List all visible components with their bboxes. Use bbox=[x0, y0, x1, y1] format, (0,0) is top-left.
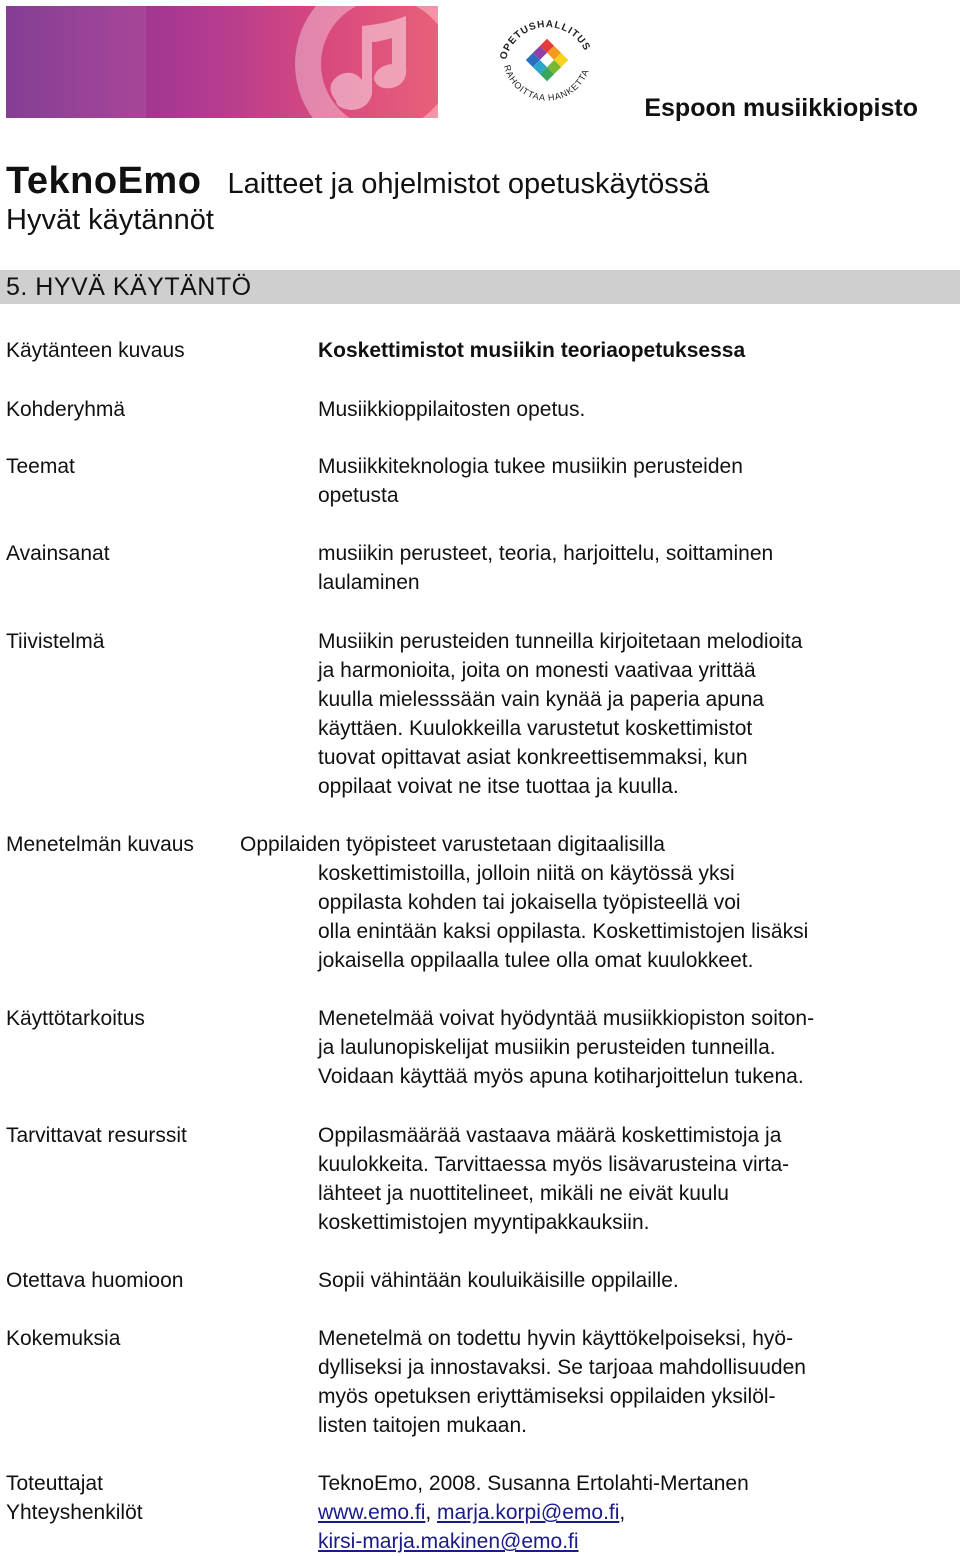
text-line: TeknoEmo, 2008. Susanna Ertolahti-Mertanen bbox=[318, 1472, 749, 1495]
link-emo-website[interactable]: www.emo.fi bbox=[318, 1501, 426, 1524]
header-banner-image bbox=[6, 6, 438, 118]
field-label: Otettava huomioon bbox=[6, 1269, 184, 1292]
separator: , bbox=[619, 1501, 626, 1524]
field-value: Koskettimistot musiikin teoriaopetuksessa bbox=[318, 339, 746, 362]
text-line: lähteet ja nuottitelineet, mikäli ne eivät kuulu bbox=[318, 1182, 729, 1205]
text-line: jokaisella oppilaalla tulee olla omat kuulokkeet. bbox=[318, 949, 754, 972]
section-header bbox=[0, 270, 960, 304]
link-email-kirsi-marja[interactable]: kirsi-marja.makinen@emo.fi bbox=[318, 1530, 579, 1553]
text-line: tuovat opittavat asiat konkreettisemmaksi, kun bbox=[318, 746, 748, 769]
field-label: Kohderyhmä bbox=[6, 398, 126, 421]
field-value-first-line: Oppilaiden työpisteet varustetaan digitaalisilla bbox=[240, 833, 665, 856]
field-label: Teemat bbox=[6, 455, 75, 478]
label-toteuttajat: Toteuttajat bbox=[6, 1472, 103, 1495]
text-line: laulaminen bbox=[318, 571, 420, 594]
text-line: oppilaat voivat ne itse tuottaa ja kuulla. bbox=[318, 775, 679, 798]
field-label: Käytänteen kuvaus bbox=[6, 339, 185, 362]
label-yhteyshenkilot: Yhteyshenkilöt bbox=[6, 1501, 143, 1524]
contact-links-line bbox=[318, 1498, 918, 1527]
badge-top-text: OPETUSHALLITUS bbox=[498, 18, 593, 61]
title-main: TeknoEmo bbox=[6, 160, 202, 202]
text-line: myös opetuksen eriyttämiseksi oppilaiden yksilöl- bbox=[318, 1385, 776, 1408]
text-line: koskettimistoilla, jolloin niitä on käytössä yksi bbox=[318, 862, 735, 885]
field-value bbox=[318, 1004, 918, 1091]
field-label: Tarvittavat resurssit bbox=[6, 1124, 187, 1147]
text-line: koskettimistojen myyntipakkauksiin. bbox=[318, 1211, 650, 1234]
text-line: opetusta bbox=[318, 484, 399, 507]
field-label: Menetelmän kuvaus bbox=[6, 833, 194, 856]
text-line: dylliseksi ja innostavaksi. Se tarjoaa mahdollisuuden bbox=[318, 1356, 806, 1379]
text-line: kuulla mielesssään vain kynää ja paperia apuna bbox=[318, 688, 764, 711]
text-line: listen taitojen mukaan. bbox=[318, 1414, 527, 1437]
field-label: Tiivistelmä bbox=[6, 630, 105, 653]
field-value bbox=[318, 859, 918, 975]
section-title: 5. HYVÄ KÄYTÄNTÖ bbox=[6, 273, 252, 301]
opetushallitus-logo bbox=[492, 0, 602, 110]
text-line: Musiikkiteknologia tukee musiikin perusteiden bbox=[318, 455, 743, 478]
field-value: Sopii vähintään kouluikäisille oppilaille. bbox=[318, 1269, 679, 1292]
text-line: Musiikin perusteiden tunneilla kirjoitetaan melodioita bbox=[318, 630, 803, 653]
text-line: oppilasta kohden tai jokaisella työpisteellä voi bbox=[318, 891, 741, 914]
link-email-marja[interactable]: marja.korpi@emo.fi bbox=[437, 1501, 620, 1524]
text-line: käyttäen. Kuulokkeilla varustetut koskettimistot bbox=[318, 717, 753, 740]
text-line: Menetelmä on todettu hyvin käyttökelpoiseksi, hyö- bbox=[318, 1327, 794, 1350]
field-value bbox=[318, 1469, 918, 1556]
text-line: Menetelmää voivat hyödyntää musiikkiopiston soiton- bbox=[318, 1007, 815, 1030]
separator: , bbox=[425, 1501, 438, 1524]
field-value bbox=[318, 539, 918, 597]
text-line: musiikin perusteet, teoria, harjoittelu, soittaminen bbox=[318, 542, 774, 565]
field-label: Käyttötarkoitus bbox=[6, 1007, 145, 1030]
document-subtitle: Hyvät käytännöt bbox=[6, 204, 214, 236]
text-line: kuulokkeita. Tarvittaessa myös lisävarusteina virta- bbox=[318, 1153, 790, 1176]
school-name: Espoon musiikkiopisto bbox=[644, 94, 918, 122]
field-label: Kokemuksia bbox=[6, 1327, 121, 1350]
text-line: Voidaan käyttää myös apuna kotiharjoittelun tukena. bbox=[318, 1065, 804, 1088]
colorful-diamond-icon bbox=[526, 39, 568, 81]
field-value bbox=[318, 1324, 918, 1440]
field-label: Avainsanat bbox=[6, 542, 110, 565]
document-title bbox=[6, 160, 709, 203]
field-value bbox=[318, 627, 918, 801]
field-value: Musiikkioppilaitosten opetus. bbox=[318, 398, 586, 421]
title-sub: Laitteet ja ohjelmistot opetuskäytössä bbox=[227, 168, 710, 200]
text-line: ja laulunopiskelijat musiikin perusteiden tunneilla. bbox=[318, 1036, 776, 1059]
music-note-graphic bbox=[6, 6, 438, 118]
text-line: olla enintään kaksi oppilasta. Koskettimistojen lisäksi bbox=[318, 920, 809, 943]
field-label bbox=[6, 1469, 143, 1527]
field-value bbox=[318, 1121, 918, 1237]
field-value bbox=[318, 452, 918, 510]
badge-bottom-text: RAHOITTAA HANKETTA bbox=[501, 63, 591, 103]
text-line: ja harmonioita, joita on monesti vaativaa yrittää bbox=[318, 659, 756, 682]
text-line: Oppilasmäärää vastaava määrä koskettimistoja ja bbox=[318, 1124, 782, 1147]
